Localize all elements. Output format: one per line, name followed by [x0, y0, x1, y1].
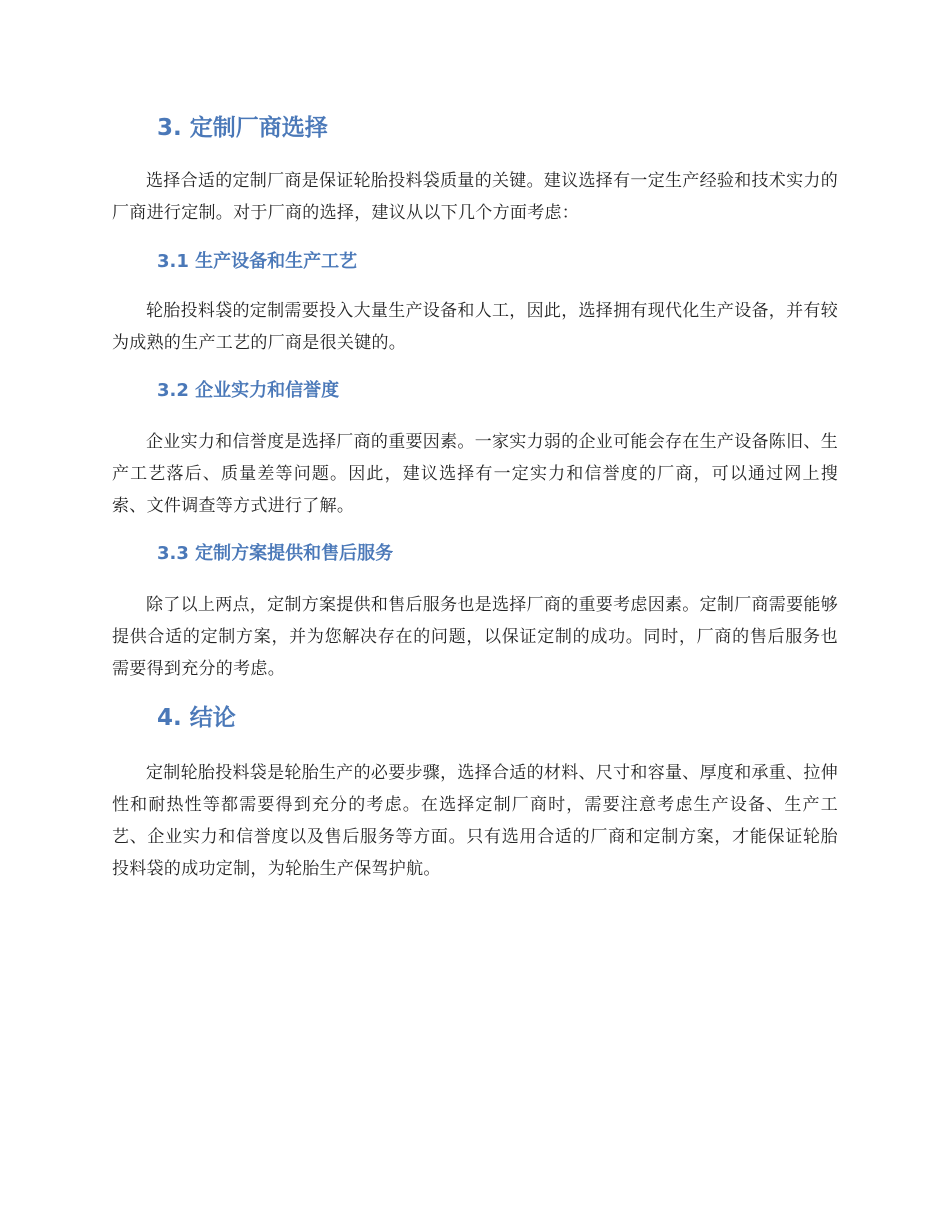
section-3-intro-paragraph: 选择合适的定制厂商是保证轮胎投料袋质量的关键。建议选择有一定生产经验和技术实力的厂商进行定制。对于厂商的选择，建议从以下几个方面考虑：: [112, 171, 838, 223]
section-3-2-heading: 3.2 企业实力和信誉度: [157, 380, 340, 401]
section-4-paragraph: 定制轮胎投料袋是轮胎生产的必要步骤，选择合适的材料、尺寸和容量、厚度和承重、拉伸性和耐热性等都需要得到充分的考虑。在选择定制厂商时，需要注意考虑生产设备、生产工艺、企业实力和信誉度以及售后服务等方面。只有选用合适的厂商和定制方案，才能保证轮胎投料袋的成功定制，为轮胎生产保驾护航。: [112, 763, 838, 879]
section-4-heading: 4. 结论: [157, 705, 236, 731]
section-3-1-paragraph: 轮胎投料袋的定制需要投入大量生产设备和人工，因此，选择拥有现代化生产设备，并有较为成熟的生产工艺的厂商是很关键的。: [112, 301, 838, 353]
section-3-3-paragraph: 除了以上两点，定制方案提供和售后服务也是选择厂商的重要考虑因素。定制厂商需要能够提供合适的定制方案，并为您解决存在的问题，以保证定制的成功。同时，厂商的售后服务也需要得到充分的考虑。: [112, 595, 838, 679]
section-3-heading: 3. 定制厂商选择: [157, 115, 328, 141]
section-3-2-paragraph: 企业实力和信誉度是选择厂商的重要因素。一家实力弱的企业可能会存在生产设备陈旧、生产工艺落后、质量差等问题。因此，建议选择有一定实力和信誉度的厂商，可以通过网上搜索、文件调查等方式进行了解。: [112, 432, 838, 516]
section-3-1-heading: 3.1 生产设备和生产工艺: [157, 251, 358, 272]
section-3-3-heading: 3.3 定制方案提供和售后服务: [157, 543, 394, 564]
